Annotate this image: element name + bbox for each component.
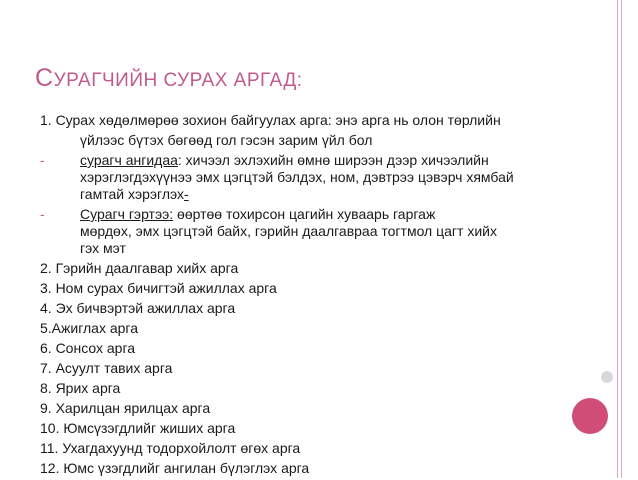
sub-item-text: гамтай хэрэглэх [80,186,184,202]
slide-title [35,64,302,93]
sub-item-text: гэх мэт [80,240,126,256]
sub-item-text: хэрэглэгдэхүүнээ эмх цэгцтэй бэлдэх, ном, дэвтрээ цэвэрч хямбай [80,169,514,185]
list-item-6: 6. Сонсох арга [40,340,136,356]
list-item-8: 8. Ярих арга [40,380,121,396]
title-first-letter: С [35,64,54,92]
sub-item-label: сурагч ангидаа [80,152,178,168]
dash-bullet: - [40,206,45,222]
dash-bullet: - [40,152,45,168]
decorative-border [617,0,622,478]
list-item-12: 12. Юмс үзэгдлийг ангилан бүлэглэх арга [40,460,310,476]
sub-item-class [40,152,600,203]
list-item-7: 7. Асуулт тавих арга [40,360,173,376]
list-item-9: 9. Харилцан ярилцах арга [40,400,211,416]
sub-item-home [40,206,600,257]
title-rest: УРАГЧИЙН СУРАХ АРГАД: [53,70,303,91]
sub-item-text: мөрдөх, эмх цэгцтэй байх, гэрийн даалгавраа тогтмол цагт хийх [80,223,497,239]
list-item-10: 10. Юмсүзэгдлийг жиших арга [40,420,236,436]
list-item-3: 3. Ном сурах бичигтэй ажиллах арга [40,280,277,296]
slide-body [40,112,600,480]
list-item-1-line-2: үйлээс бүтэх бөгөөд гол гэсэн зарим үйл бол [80,132,373,148]
list-item-11: 11. Ухагдахуунд тодорхойлолт өгөх арга [40,440,301,456]
list-item-4: 4. Эх бичвэртэй ажиллах арга [40,300,236,316]
list-item-1-line-1: 1. Сурах хөдөлмөрөө зохион байгуулах арга: энэ арга нь олон төрлийн [40,112,501,128]
sub-item-text: : хичээл эхлэхийн өмнө ширээн дээр хичээлийн [177,152,489,168]
decorative-dot-grey [601,371,613,383]
sub-item-label: Сурагч гэртээ: [80,206,174,222]
sub-item-tail: - [184,186,189,202]
list-item-2: 2. Гэрийн даалгавар хийх арга [40,260,239,276]
list-item-5: 5.Ажиглах арга [40,320,138,336]
sub-item-text: өөртөө тохирсон цагийн хуваарь гаргаж [173,206,436,222]
